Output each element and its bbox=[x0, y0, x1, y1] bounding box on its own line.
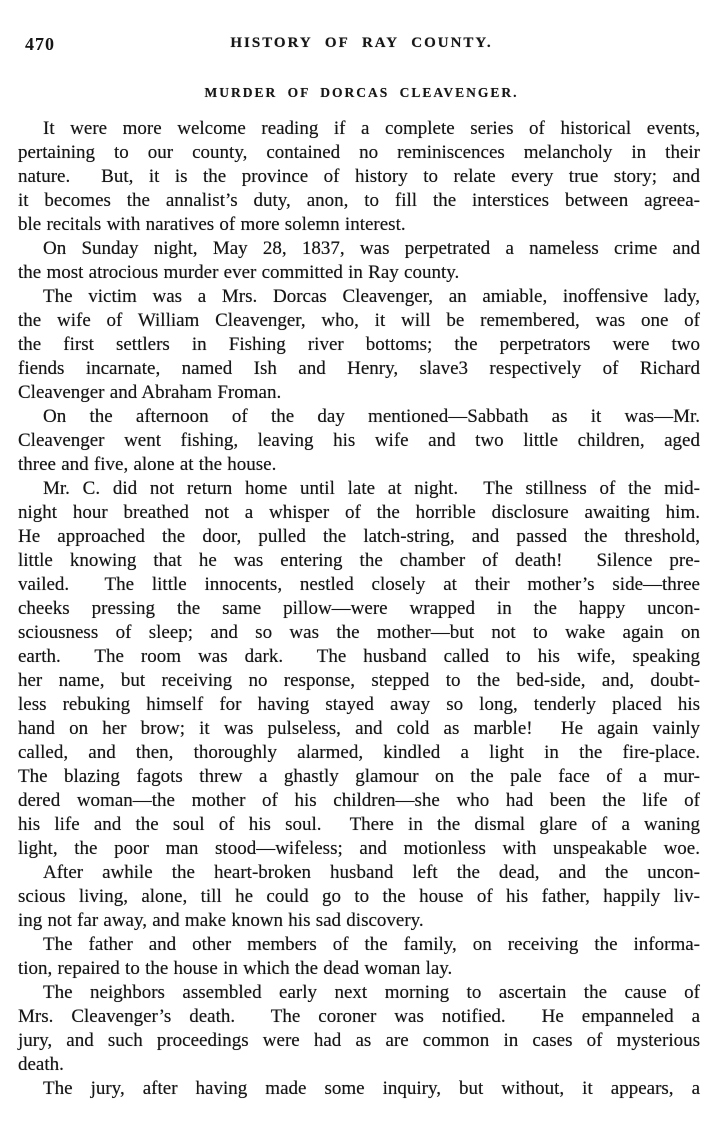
text-line: tion, repaired to the house in which the dead woman lay. bbox=[18, 958, 453, 979]
text-line: night hour breathed not a whisper of the horrible disclosure awaiting him. bbox=[18, 502, 700, 523]
text-line: nature. But, it is the province of history to relate every true story; and bbox=[18, 166, 700, 187]
text-line: ble recitals with naratives of more solemn interest. bbox=[18, 214, 406, 235]
text-line: his life and the soul of his soul. There in the dismal glare of a waning bbox=[18, 814, 700, 835]
text-line: little knowing that he was entering the chamber of death! Silence pre- bbox=[18, 550, 700, 571]
text-line: less rebuking himself for having stayed away so long, tenderly placed his bbox=[18, 694, 700, 715]
text-line: death. bbox=[18, 1054, 64, 1075]
text-line: After awhile the heart-broken husband left the dead, and the uncon- bbox=[43, 862, 700, 883]
paragraph bbox=[18, 981, 700, 1077]
text-line: scious living, alone, till he could go to the house of his father, happily liv- bbox=[18, 886, 700, 907]
text-line: sciousness of sleep; and so was the mother—but not to wake again on bbox=[18, 622, 700, 643]
text-line: called, and then, thoroughly alarmed, kindled a light in the fire-place. bbox=[18, 742, 700, 763]
text-line: Mrs. Cleavenger’s death. The coroner was notified. He empanneled a bbox=[18, 1006, 700, 1027]
text-line: hand on her brow; it was pulseless, and cold as marble! He again vainly bbox=[18, 718, 700, 739]
text-line: it becomes the annalist’s duty, anon, to fill the interstices between agreea- bbox=[18, 190, 700, 211]
paragraph bbox=[18, 237, 700, 285]
text-line: cheeks pressing the same pillow—were wrapped in the happy uncon- bbox=[18, 598, 700, 619]
text-line: He approached the door, pulled the latch-string, and passed the threshold, bbox=[18, 526, 700, 547]
text-line: jury, and such proceedings were had as are common in cases of mysterious bbox=[18, 1030, 700, 1051]
text-line: On the afternoon of the day mentioned—Sabbath as it was—Mr. bbox=[43, 406, 700, 427]
page-number: 470 bbox=[25, 34, 55, 54]
text-line: The blazing fagots threw a ghastly glamour on the pale face of a mur- bbox=[18, 766, 700, 787]
paragraph bbox=[18, 405, 700, 477]
text-line: vailed. The little innocents, nestled closely at their mother’s side—three bbox=[18, 574, 700, 595]
text-line: the first settlers in Fishing river bottoms; the perpetrators were two bbox=[18, 334, 700, 355]
text-line: The father and other members of the family, on receiving the informa- bbox=[43, 934, 700, 955]
text-line: her name, but receiving no response, stepped to the bed-side, and, doubt- bbox=[18, 670, 700, 691]
text-line: The jury, after having made some inquiry, but without, it appears, a bbox=[43, 1078, 700, 1099]
paragraph bbox=[18, 117, 700, 237]
paragraph bbox=[18, 1077, 700, 1101]
text-line: pertaining to our county, contained no reminiscences melancholy in their bbox=[18, 142, 700, 163]
page-body bbox=[0, 117, 723, 1101]
text-line: ing not far away, and make known his sad discovery. bbox=[18, 910, 424, 931]
text-line: the most atrocious murder ever committed in Ray county. bbox=[18, 262, 460, 283]
text-line: On Sunday night, May 28, 1837, was perpetrated a nameless crime and bbox=[43, 238, 700, 259]
text-line: the wife of William Cleavenger, who, it will be remembered, was one of bbox=[18, 310, 700, 331]
text-line: fiends incarnate, named Ish and Henry, slave3 respectively of Richard bbox=[18, 358, 700, 379]
section-title: MURDER OF DORCAS CLEAVENGER. bbox=[204, 85, 519, 100]
paragraph bbox=[18, 285, 700, 405]
paragraph bbox=[18, 861, 700, 933]
paragraph bbox=[18, 933, 700, 981]
text-line: earth. The room was dark. The husband called to his wife, speaking bbox=[18, 646, 700, 667]
text-line: The neighbors assembled early next morning to ascertain the cause of bbox=[43, 982, 700, 1003]
page-header bbox=[0, 34, 723, 54]
text-line: dered woman—the mother of his children—she who had been the life of bbox=[18, 790, 700, 811]
text-line: three and five, alone at the house. bbox=[18, 454, 277, 475]
text-line: It were more welcome reading if a complete series of historical events, bbox=[43, 118, 700, 139]
text-line: Cleavenger and Abraham Froman. bbox=[18, 382, 282, 403]
paragraph bbox=[18, 477, 700, 861]
text-line: Mr. C. did not return home until late at night. The stillness of the mid- bbox=[43, 478, 700, 499]
running-title: HISTORY OF RAY COUNTY. bbox=[230, 35, 493, 51]
text-line: light, the poor man stood—wifeless; and motionless with unspeakable woe. bbox=[18, 838, 700, 859]
text-line: The victim was a Mrs. Dorcas Cleavenger, an amiable, inoffensive lady, bbox=[43, 286, 700, 307]
text-line: Cleavenger went fishing, leaving his wife and two little children, aged bbox=[18, 430, 700, 451]
